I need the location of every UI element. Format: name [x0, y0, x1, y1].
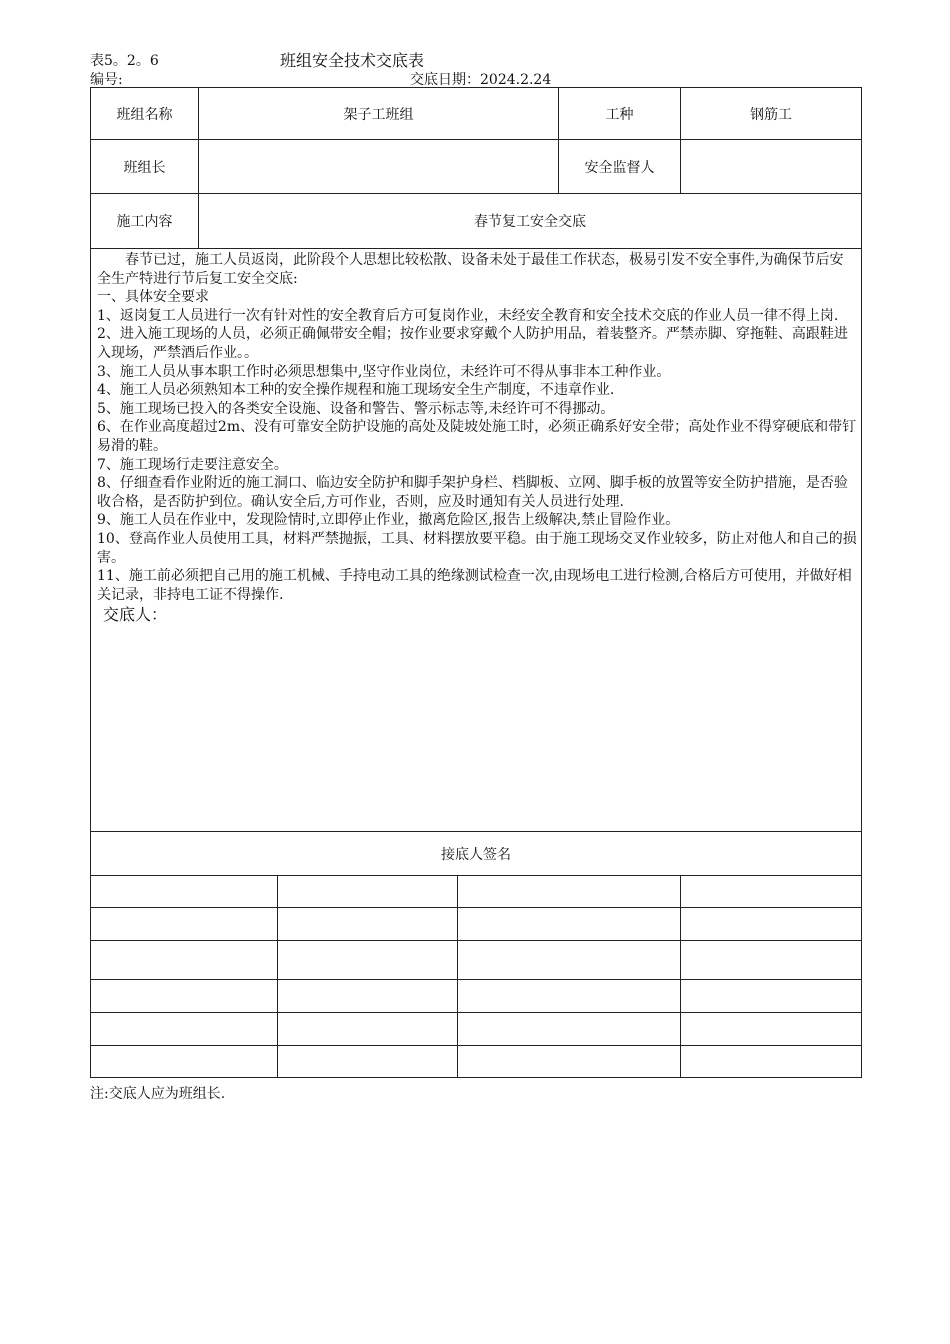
signature-cell[interactable]	[278, 876, 458, 908]
signature-cell[interactable]	[681, 908, 862, 941]
signature-cell[interactable]	[681, 1046, 862, 1078]
supervisor-value	[681, 140, 862, 194]
requirement-item: 2、进入施工现场的人员，必须正确佩带安全帽；按作业要求穿戴个人防护用品，着装整齐。严禁赤脚、穿拖鞋、高跟鞋进入现场，严禁酒后作业。。	[97, 326, 848, 361]
signature-cell[interactable]	[458, 908, 681, 941]
requirement-item: 6、在作业高度超过2m、没有可靠安全防护设施的高处及陡坡处施工时，必须正确系好安全带；高处作业不得穿硬底和带钉易滑的鞋。	[97, 419, 857, 454]
signature-cell[interactable]	[681, 1013, 862, 1046]
trade-label: 工种	[559, 88, 681, 140]
signature-cell[interactable]	[458, 980, 681, 1013]
disclosure-date: 交底日期：2024.2.24	[410, 72, 552, 88]
requirement-item: 7、施工现场行走要注意安全。	[97, 456, 288, 473]
team-leader-label: 班组长	[91, 140, 199, 194]
signature-cell[interactable]	[278, 1013, 458, 1046]
requirement-item: 10、登高作业人员使用工具，材料严禁抛振，工具、材料摆放要平稳。由于施工现场交叉作业较多，防止对他人和自己的损害。	[97, 530, 857, 566]
number-label: 编号:	[90, 72, 123, 88]
content-value: 春节复工安全交底	[199, 194, 862, 249]
signature-cell[interactable]	[681, 876, 862, 908]
team-leader-value	[199, 140, 559, 194]
content-label: 施工内容	[91, 194, 199, 249]
requirement-item: 1、返岗复工人员进行一次有针对性的安全教育后方可复岗作业，未经安全教育和安全技术交底的作业人员一律不得上岗.	[97, 307, 839, 324]
requirement-item: 9、施工人员在作业中，发现险情时,立即停止作业，撤离危险区,报告上级解决,禁止冒险作业。	[97, 512, 680, 529]
signature-cell[interactable]	[681, 941, 862, 980]
signature-header: 接底人签名	[91, 832, 862, 876]
signature-cell[interactable]	[91, 1046, 278, 1078]
requirement-item: 3、施工人员从事本职工作时必须思想集中,坚守作业岗位，未经许可不得从事非本工种作业。	[97, 363, 671, 380]
signature-cell[interactable]	[91, 876, 278, 908]
signature-cell[interactable]	[681, 980, 862, 1013]
signature-cell[interactable]	[91, 908, 278, 941]
signature-cell[interactable]	[91, 1013, 278, 1046]
section-title: 一、具体安全要求	[97, 289, 209, 306]
signature-cell[interactable]	[278, 980, 458, 1013]
requirement-item: 11、施工前必须把自己用的施工机械、手持电动工具的绝缘测试检查一次,由现场电工进行检测,合格后方可使用，并做好相关记录，非持电工证不得操作.	[97, 568, 852, 603]
signature-cell[interactable]	[278, 908, 458, 941]
footer-note: 注:交底人应为班组长.	[90, 1086, 226, 1102]
signature-cell[interactable]	[91, 980, 278, 1013]
team-name-value: 架子工班组	[199, 88, 559, 140]
signature-cell[interactable]	[458, 1046, 681, 1078]
signature-cell[interactable]	[458, 1013, 681, 1046]
requirement-item: 8、仔细查看作业附近的施工洞口、临边安全防护和脚手架护身栏、档脚板、立网、脚手板的放置等安全防护措施，是否验收合格，是否防护到位。确认安全后,方可作业，否则，应及时通知有关人员进行处理.	[97, 475, 848, 510]
signature-cell[interactable]	[458, 941, 681, 980]
page-title: 班组安全技术交底表	[280, 51, 425, 70]
discloser-label: 交底人：	[103, 605, 168, 625]
supervisor-label: 安全监督人	[559, 140, 681, 194]
table-number: 表5。2。6	[90, 53, 159, 69]
requirement-item: 4、施工人员必须熟知本工种的安全操作规程和施工现场安全生产制度，不违章作业.	[97, 382, 615, 399]
signature-cell[interactable]	[91, 941, 278, 980]
signature-cell[interactable]	[278, 941, 458, 980]
signature-cell[interactable]	[458, 876, 681, 908]
requirement-item: 5、施工现场已投入的各类安全设施、设备和警告、警示标志等,未经许可不得挪动。	[97, 400, 615, 417]
trade-value: 钢筋工	[681, 88, 862, 140]
safety-briefing-table	[90, 87, 862, 1078]
signature-cell[interactable]	[278, 1046, 458, 1078]
team-name-label: 班组名称	[91, 88, 199, 140]
intro-paragraph: 春节已过，施工人员返岗，此阶段个人思想比较松散、设备未处于最佳工作状态，极易引发不安全事件,为确保节后安全生产特进行节后复工安全交底:	[97, 252, 844, 287]
briefing-content	[91, 249, 862, 832]
